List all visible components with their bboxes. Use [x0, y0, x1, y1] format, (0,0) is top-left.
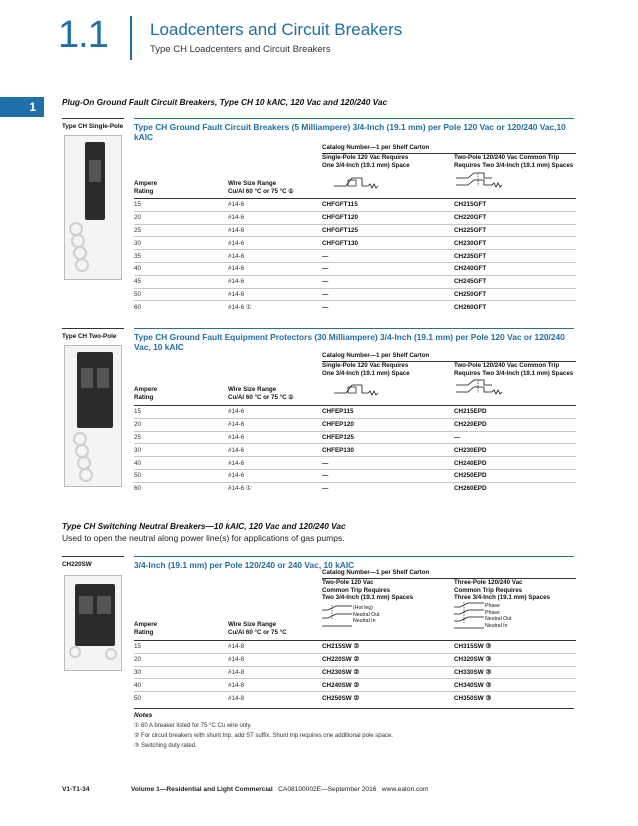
table-row: 15 #14-6 CHFEP115 CH215EPD: [134, 406, 576, 419]
table-row: 25 #14-6 CHFEP125 —: [134, 431, 576, 444]
table-gfep: [134, 405, 576, 495]
breaker-photo-ch220sw: [64, 575, 122, 671]
table-row: 60 #14-6 ① — CH260EPD: [134, 482, 576, 495]
three-pole-switching-symbol-icon: [454, 602, 484, 636]
catalog-header: Catalog Number—1 per Shelf Carton: [322, 569, 576, 579]
table-row: 25 #14-6 CHFGFT125 CH225GFT: [134, 224, 576, 237]
side-label-single-pole: Type CH Single-Pole: [62, 118, 124, 130]
group-title-gfci: Plug-On Ground Fault Circuit Breakers, Type CH 10 kAIC, 120 Vac and 120/240 Vac: [62, 97, 388, 107]
header-divider: [130, 16, 132, 60]
table-row: 50 #14-6 — CH250GFT: [134, 288, 576, 301]
col-ampere: Ampere Rating: [134, 386, 158, 401]
table-row: 20 #14-6 CHFGFT120 CH220GFT: [134, 211, 576, 224]
breaker-photo-single-pole: [64, 135, 122, 280]
group-title-switching-neutral: Type CH Switching Neutral Breakers—10 kAIC, 120 Vac and 120/240 Vac: [62, 521, 346, 531]
col-wire: Wire Size Range Cu/Al 60 °C or 75 °C ①: [228, 386, 294, 401]
block-title-switching: 3/4-Inch (19.1 mm) per Pole 120/240 or 240 Vac, 10 kAIC: [134, 556, 574, 570]
table-gfcb: [134, 198, 576, 314]
footer-url[interactable]: www.eaton.com: [381, 786, 429, 793]
col-single-pole: Single-Pole 120 Vac Requires One 3/4-Inch (19.1 mm) Space: [322, 154, 410, 169]
table-row: 30 #14-6 CHFEP130 CH230EPD: [134, 444, 576, 457]
footer-doc: CA08100002E—September 2016: [278, 786, 377, 793]
block-title-gfcb: Type CH Ground Fault Circuit Breakers (5 Milliampere) 3/4-Inch (19.1 mm) per Pole 120 Vac or 120/240 Vac,10 kAIC: [134, 118, 574, 142]
note-item: ① 60 A breaker listed for 75 °C Cu wire only.: [134, 723, 252, 729]
side-label-ch220sw: CH220SW: [62, 556, 124, 568]
table-switching-neutral: [134, 640, 576, 704]
table-row: 20 #14-6 CHFEP120 CH220EPD: [134, 418, 576, 431]
diagram-labels-two-pole: (Hot leg) Neutral Out Neutral In: [353, 605, 380, 624]
table-row: 15 #14-6 CHFGFT115 CH215GFT: [134, 199, 576, 212]
col-two-pole: Two-Pole 120/240 Vac Common Trip Requires Two 3/4-Inch (19.1 mm) Spaces: [454, 154, 574, 169]
page-title: Loadcenters and Circuit Breakers: [150, 20, 403, 39]
page-number: V1-T1-34: [62, 786, 90, 793]
two-pole-symbol-icon: [454, 172, 508, 188]
catalog-header: Catalog Number—1 per Shelf Carton: [322, 352, 576, 362]
single-pole-symbol-icon: [332, 174, 380, 190]
table-row: 60 #14-6 ① — CH260GFT: [134, 301, 576, 314]
table-row: 15 #14-8 CH215SW ② CH315SW ③: [134, 641, 576, 654]
table-row: 20 #14-8 CH220SW ② CH320SW ③: [134, 653, 576, 666]
footer-info: [131, 786, 428, 793]
side-label-two-pole: Type CH Two-Pole: [62, 328, 124, 340]
footer-volume: Volume 1—Residential and Light Commercial: [131, 786, 273, 793]
diagram-labels-three-pole: Phase Phase Neutral Out Neutral In: [485, 603, 512, 629]
col-two-pole-sw: Two-Pole 120 Vac Common Trip Requires Two 3/4-Inch (19.1 mm) Spaces: [322, 579, 414, 601]
col-ampere: Ampere Rating: [134, 621, 158, 636]
note-item: ③ Switching duty rated.: [134, 743, 197, 749]
two-pole-symbol-icon: [454, 379, 508, 395]
table-row: 30 #14-6 CHFGFT130 CH230GFT: [134, 237, 576, 250]
catalog-header: Catalog Number—1 per Shelf Carton: [322, 144, 576, 154]
col-single-pole: Single-Pole 120 Vac Requires One 3/4-Inch (19.1 mm) Space: [322, 362, 410, 377]
breaker-photo-two-pole: [64, 345, 122, 487]
section-number: 1.1: [58, 14, 108, 56]
col-wire: Wire Size Range Cu/Al 60 °C or 75 °C: [228, 621, 287, 636]
table-row: 35 #14-6 — CH235GFT: [134, 250, 576, 263]
note-item: ② For circuit breakers with shunt trip, add ST suffix. Shunt trip requires one additional pole space.: [134, 733, 393, 739]
table-row: 40 #14-8 CH240SW ② CH340SW ③: [134, 679, 576, 692]
single-pole-symbol-icon: [332, 381, 380, 397]
page-subtitle: Type CH Loadcenters and Circuit Breakers: [150, 44, 331, 55]
table-row: 50 #14-6 — CH250EPD: [134, 469, 576, 482]
col-ampere: Ampere Rating: [134, 180, 158, 195]
group-description: Used to open the neutral along power line(s) for applications of gas pumps.: [62, 533, 345, 543]
table-row: 40 #14-6 — CH240EPD: [134, 457, 576, 470]
notes-title: Notes: [134, 712, 153, 719]
col-wire: Wire Size Range Cu/Al 60 °C or 75 °C ①: [228, 180, 294, 195]
table-row: 40 #14-6 — CH240GFT: [134, 262, 576, 275]
two-pole-switching-symbol-icon: [322, 604, 352, 632]
table-row: 50 #14-8 CH250SW ② CH350SW ③: [134, 692, 576, 705]
table-row: 45 #14-6 — CH245GFT: [134, 275, 576, 288]
chapter-tab[interactable]: 1: [0, 97, 44, 117]
col-two-pole: Two-Pole 120/240 Vac Common Trip Requires Two 3/4-Inch (19.1 mm) Spaces: [454, 362, 574, 377]
col-three-pole-sw: Three-Pole 120/240 Vac Common Trip Requires Three 3/4-Inch (19.1 mm) Spaces: [454, 579, 550, 601]
notes: [134, 708, 574, 752]
table-row: 30 #14-8 CH230SW ② CH330SW ③: [134, 666, 576, 679]
block-title-gfep: Type CH Ground Fault Equipment Protectors (30 Milliampere) 3/4-Inch (19.1 mm) per Pole 120 Vac or 120/240 Vac, 10 kAIC: [134, 328, 574, 352]
